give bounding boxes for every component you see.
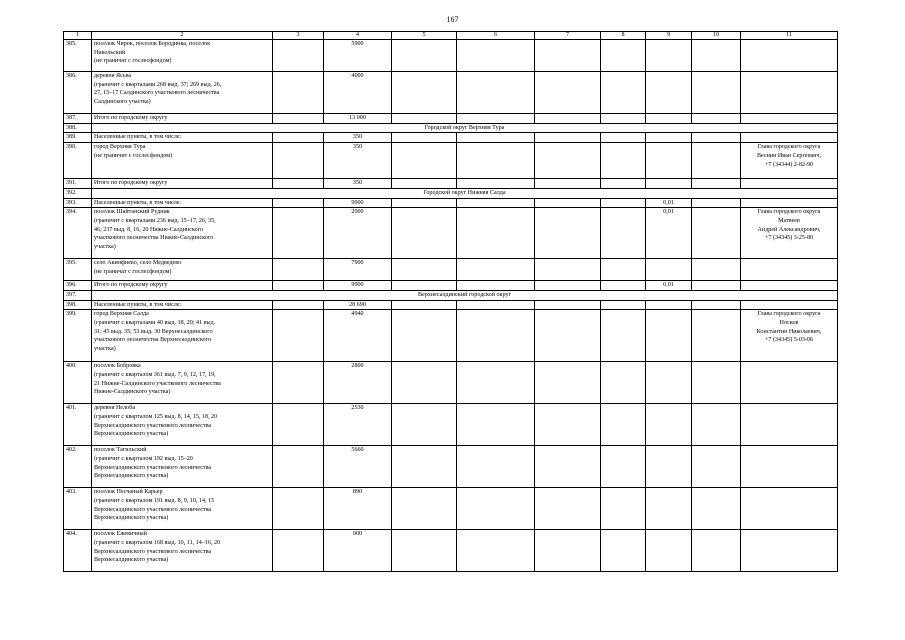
cell-col7 <box>535 133 601 143</box>
column-header: 9 <box>646 32 692 40</box>
section-row <box>64 290 838 300</box>
head-contact <box>741 198 838 208</box>
cell-col7 <box>535 362 601 404</box>
cell-col9: 0,01 <box>646 198 692 208</box>
cell-col3 <box>273 133 324 143</box>
cell-col9 <box>646 404 692 446</box>
cell-col7 <box>535 179 601 189</box>
cell-col6 <box>457 404 535 446</box>
population-value: 5660 <box>324 446 392 488</box>
cell-col8 <box>601 281 646 291</box>
section-title: Городской округ Нижняя Салда <box>92 188 838 198</box>
head-contact <box>741 281 838 291</box>
cell-col8 <box>601 446 646 488</box>
population-value: 28 690 <box>324 300 392 310</box>
cell-col7 <box>535 114 601 124</box>
cell-col3 <box>273 114 324 124</box>
cell-col6 <box>457 362 535 404</box>
population-value: 350 <box>324 143 392 179</box>
cell-col8 <box>601 72 646 114</box>
cell-col7 <box>535 310 601 362</box>
cell-col3 <box>273 198 324 208</box>
cell-col5 <box>392 446 457 488</box>
cell-col3 <box>273 446 324 488</box>
row-number: 402. <box>64 446 92 488</box>
cell-col5 <box>392 143 457 179</box>
cell-col6 <box>457 179 535 189</box>
table-row <box>64 179 838 189</box>
cell-col8 <box>601 114 646 124</box>
cell-col8 <box>601 259 646 281</box>
row-number: 395. <box>64 259 92 281</box>
cell-col7 <box>535 488 601 530</box>
cell-col5 <box>392 179 457 189</box>
cell-col6 <box>457 72 535 114</box>
cell-col10 <box>692 310 741 362</box>
cell-col6 <box>457 530 535 572</box>
column-header: 4 <box>324 32 392 40</box>
cell-col3 <box>273 530 324 572</box>
population-value: 9900 <box>324 281 392 291</box>
table-row <box>64 259 838 281</box>
settlement-name: Итого по городскому округу <box>92 114 273 124</box>
cell-col8 <box>601 300 646 310</box>
table-row <box>64 133 838 143</box>
cell-col7 <box>535 143 601 179</box>
cell-col8 <box>601 488 646 530</box>
cell-col9 <box>646 446 692 488</box>
population-value: 2000 <box>324 208 392 259</box>
cell-col9: 0,01 <box>646 281 692 291</box>
column-header: 10 <box>692 32 741 40</box>
cell-col3 <box>273 208 324 259</box>
population-value: 900 <box>324 530 392 572</box>
cell-col7 <box>535 281 601 291</box>
cell-col6 <box>457 40 535 72</box>
cell-col10 <box>692 530 741 572</box>
settlement-name: Населенные пункты, в том числе: <box>92 300 273 310</box>
head-contact <box>741 40 838 72</box>
row-number: 387. <box>64 114 92 124</box>
row-number: 389. <box>64 133 92 143</box>
settlement-name: деревня Ясьва (граничит с кварталами 268 выд. 37; 269 выд. 26, 27, 15–17 Салдинского участкового лесничества Салдинского участка) <box>92 72 273 114</box>
population-value: 2530 <box>324 404 392 446</box>
section-title: Верхнесалдинский городской округ <box>92 290 838 300</box>
table-row <box>64 530 838 572</box>
row-number: 399. <box>64 310 92 362</box>
cell-col8 <box>601 143 646 179</box>
cell-col5 <box>392 404 457 446</box>
cell-col5 <box>392 488 457 530</box>
cell-col7 <box>535 404 601 446</box>
population-value: 350 <box>324 133 392 143</box>
row-number: 398. <box>64 300 92 310</box>
cell-col10 <box>692 300 741 310</box>
cell-col6 <box>457 143 535 179</box>
head-contact: Глава городского округа Носков Константин Николаевич, +7 (34345) 5-03-06 <box>741 310 838 362</box>
head-contact <box>741 133 838 143</box>
table-row <box>64 404 838 446</box>
cell-col10 <box>692 281 741 291</box>
row-number: 391. <box>64 179 92 189</box>
cell-col10 <box>692 259 741 281</box>
column-header: 7 <box>535 32 601 40</box>
cell-col9 <box>646 133 692 143</box>
row-number: 393. <box>64 198 92 208</box>
page-number: 167 <box>446 15 459 24</box>
population-value: 4000 <box>324 72 392 114</box>
cell-col7 <box>535 446 601 488</box>
cell-col6 <box>457 208 535 259</box>
table-row <box>64 362 838 404</box>
population-value: 350 <box>324 179 392 189</box>
table-row <box>64 114 838 124</box>
cell-col10 <box>692 488 741 530</box>
cell-col5 <box>392 40 457 72</box>
settlement-name: Итого по городскому округу <box>92 281 273 291</box>
cell-col10 <box>692 114 741 124</box>
row-number: 404. <box>64 530 92 572</box>
cell-col8 <box>601 404 646 446</box>
cell-col10 <box>692 198 741 208</box>
head-contact: Глава городского округа Веснин Иван Сергеевич, +7 (34344) 2-82-90 <box>741 143 838 179</box>
cell-col8 <box>601 530 646 572</box>
head-contact <box>741 259 838 281</box>
cell-col6 <box>457 198 535 208</box>
cell-col9 <box>646 179 692 189</box>
head-contact <box>741 530 838 572</box>
population-value: 9900 <box>324 198 392 208</box>
row-number: 385. <box>64 40 92 72</box>
row-number: 400. <box>64 362 92 404</box>
column-header: 3 <box>273 32 324 40</box>
cell-col5 <box>392 362 457 404</box>
settlement-name: село Акинфиево, село Медведево (не граничат с гослесфондом) <box>92 259 273 281</box>
table-row <box>64 310 838 362</box>
table-row <box>64 198 838 208</box>
settlement-name: поселок Шайтанский Рудник (граничит с кварталами 236 выд. 15–17, 26, 35, 46; 237 выд. 8, 16, 20 Нижне-Салдинского участкового лесничества Нижне-Салдинского участка) <box>92 208 273 259</box>
cell-col3 <box>273 259 324 281</box>
settlement-name: город Верхняя Салда (граничит с кварталами 40 выд. 18, 20; 41 выд. 31; 45 выд. 35; 53 выд. 30 Верхнесалдинского участкового лесничества Верхнесалдинского участка) <box>92 310 273 362</box>
cell-col3 <box>273 362 324 404</box>
settlement-name: поселок Бобровка (граничит с кварталом 361 выд. 7, 9, 12, 17, 19, 21 Нижне-Салдинского участкового лесничества Нижне-Салдинского участка) <box>92 362 273 404</box>
head-contact <box>741 488 838 530</box>
population-value: 7900 <box>324 259 392 281</box>
head-contact <box>741 114 838 124</box>
column-header: 1 <box>64 32 92 40</box>
cell-col5 <box>392 208 457 259</box>
population-value: 4940 <box>324 310 392 362</box>
row-number: 401. <box>64 404 92 446</box>
row-number: 397. <box>64 290 92 300</box>
cell-col3 <box>273 143 324 179</box>
settlement-name: поселок Ежевичный (граничит с кварталом 168 выд. 10, 11, 14–16, 20 Верхнесалдинского участкового лесничества Верхнесалдинского участка) <box>92 530 273 572</box>
population-value: 2800 <box>324 362 392 404</box>
cell-col7 <box>535 259 601 281</box>
row-number: 390. <box>64 143 92 179</box>
settlement-name: город Верхняя Тура (не граничит с гослесфондом) <box>92 143 273 179</box>
cell-col5 <box>392 281 457 291</box>
cell-col8 <box>601 208 646 259</box>
cell-col8 <box>601 179 646 189</box>
cell-col3 <box>273 72 324 114</box>
cell-col6 <box>457 281 535 291</box>
cell-col7 <box>535 40 601 72</box>
section-row <box>64 188 838 198</box>
cell-col10 <box>692 179 741 189</box>
cell-col7 <box>535 530 601 572</box>
cell-col7 <box>535 208 601 259</box>
cell-col5 <box>392 259 457 281</box>
head-contact <box>741 446 838 488</box>
cell-col8 <box>601 40 646 72</box>
cell-col3 <box>273 281 324 291</box>
row-number: 394. <box>64 208 92 259</box>
cell-col8 <box>601 310 646 362</box>
population-value: 5900 <box>324 40 392 72</box>
cell-col5 <box>392 72 457 114</box>
cell-col9 <box>646 310 692 362</box>
cell-col9 <box>646 362 692 404</box>
cell-col7 <box>535 198 601 208</box>
cell-col9 <box>646 300 692 310</box>
cell-col10 <box>692 362 741 404</box>
cell-col7 <box>535 72 601 114</box>
cell-col5 <box>392 114 457 124</box>
table-row <box>64 281 838 291</box>
population-value: 13 000 <box>324 114 392 124</box>
column-header: 11 <box>741 32 838 40</box>
cell-col3 <box>273 179 324 189</box>
cell-col10 <box>692 404 741 446</box>
settlement-name: Населенные пункты, в том числе: <box>92 198 273 208</box>
cell-col3 <box>273 488 324 530</box>
table-row <box>64 488 838 530</box>
cell-col9 <box>646 488 692 530</box>
settlements-table <box>63 31 838 572</box>
table-row <box>64 143 838 179</box>
row-number: 392. <box>64 188 92 198</box>
column-header: 6 <box>457 32 535 40</box>
cell-col6 <box>457 310 535 362</box>
table-row <box>64 72 838 114</box>
row-number: 386. <box>64 72 92 114</box>
row-number: 403. <box>64 488 92 530</box>
cell-col10 <box>692 143 741 179</box>
cell-col9 <box>646 72 692 114</box>
cell-col5 <box>392 530 457 572</box>
population-value: 890 <box>324 488 392 530</box>
cell-col8 <box>601 133 646 143</box>
table-row <box>64 446 838 488</box>
head-contact <box>741 404 838 446</box>
header-row <box>64 32 838 40</box>
head-contact <box>741 72 838 114</box>
cell-col6 <box>457 488 535 530</box>
cell-col6 <box>457 259 535 281</box>
cell-col6 <box>457 133 535 143</box>
settlement-name: деревня Нелоба (граничит с кварталом 125 выд. 8, 14, 15, 18, 20 Верхнесалдинского участкового лесничества Верхнесалдинского участка) <box>92 404 273 446</box>
settlement-name: Итого по городскому округу <box>92 179 273 189</box>
cell-col6 <box>457 300 535 310</box>
cell-col9 <box>646 40 692 72</box>
cell-col9 <box>646 259 692 281</box>
cell-col6 <box>457 114 535 124</box>
table-row <box>64 208 838 259</box>
column-header: 5 <box>392 32 457 40</box>
column-header: 8 <box>601 32 646 40</box>
row-number: 396. <box>64 281 92 291</box>
table-row <box>64 300 838 310</box>
cell-col3 <box>273 300 324 310</box>
cell-col10 <box>692 72 741 114</box>
table-row <box>64 40 838 72</box>
cell-col5 <box>392 310 457 362</box>
cell-col3 <box>273 40 324 72</box>
cell-col9 <box>646 114 692 124</box>
settlement-name: поселок Тагильский (граничит с кварталом 192 выд. 15–20 Верхнесалдинского участкового лесничества Верхнесалдинского участка) <box>92 446 273 488</box>
head-contact <box>741 179 838 189</box>
section-title: Городской округ Верхняя Тура <box>92 123 838 133</box>
settlement-name: поселок Чирок, поселок Бородинка, поселок Никольский (не граничат с гослесфондом) <box>92 40 273 72</box>
head-contact <box>741 300 838 310</box>
cell-col8 <box>601 198 646 208</box>
cell-col5 <box>392 133 457 143</box>
section-row <box>64 123 838 133</box>
cell-col10 <box>692 40 741 72</box>
row-number: 388. <box>64 123 92 133</box>
cell-col8 <box>601 362 646 404</box>
cell-col5 <box>392 300 457 310</box>
head-contact: Глава городского округа Матвеев Андрей Александрович, +7 (34345) 3-25-80 <box>741 208 838 259</box>
cell-col10 <box>692 208 741 259</box>
column-header: 2 <box>92 32 273 40</box>
cell-col10 <box>692 446 741 488</box>
cell-col3 <box>273 404 324 446</box>
cell-col9: 0,01 <box>646 208 692 259</box>
head-contact <box>741 362 838 404</box>
cell-col9 <box>646 530 692 572</box>
cell-col5 <box>392 198 457 208</box>
settlement-name: поселок Песчаный Карьер (граничит с кварталом 191 выд. 8, 9, 10, 14, 15 Верхнесалдинского участкового лесничества Верхнесалдинского участка) <box>92 488 273 530</box>
settlement-name: Населенные пункты, в том числе: <box>92 133 273 143</box>
cell-col10 <box>692 133 741 143</box>
cell-col7 <box>535 300 601 310</box>
cell-col6 <box>457 446 535 488</box>
cell-col9 <box>646 143 692 179</box>
cell-col3 <box>273 310 324 362</box>
